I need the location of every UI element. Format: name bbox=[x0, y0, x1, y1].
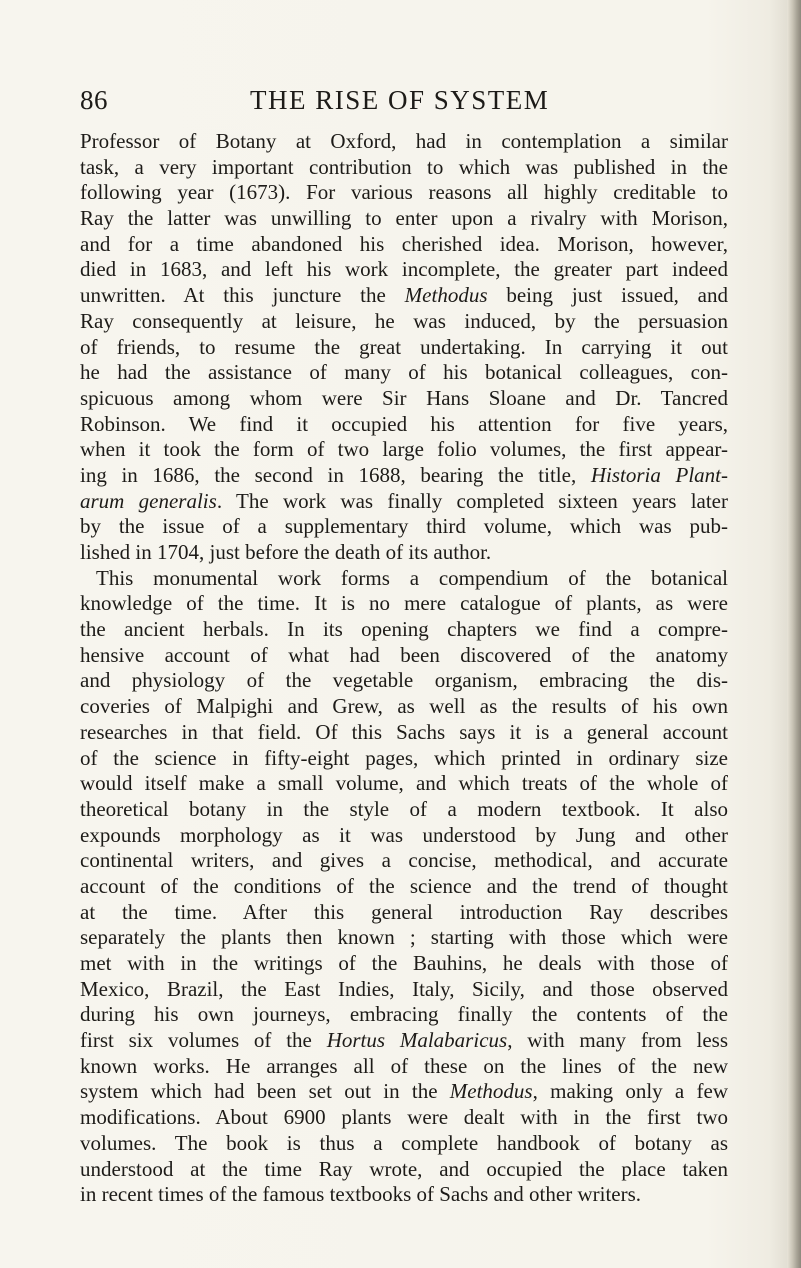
page-edge-shadow bbox=[787, 0, 801, 1268]
text-line: of friends, to resume the great undertaking. In carrying it out bbox=[80, 334, 728, 359]
text-line: hensive account of what had been discovered of the anatomy bbox=[80, 642, 728, 667]
book-title-italic: Hortus Malabaricus bbox=[326, 1028, 508, 1053]
text-line: and for a time abandoned his cherished idea. Morison, however, bbox=[80, 231, 728, 256]
page-number: 86 bbox=[80, 85, 108, 115]
text-line: expounds morphology as it was understood by Jung and other bbox=[80, 822, 728, 847]
text-line: knowledge of the time. It is no mere catalogue of plants, as were bbox=[80, 591, 728, 616]
text-line: first six volumes of the Hortus Malabaricus, with many from less bbox=[80, 1028, 728, 1053]
text-line: following year (1673). For various reasons all highly creditable to bbox=[80, 180, 728, 205]
page-header bbox=[80, 84, 728, 116]
book-title-italic: Methodus bbox=[449, 1079, 533, 1104]
text-line: died in 1683, and left his work incomplete, the greater part indeed bbox=[80, 257, 728, 282]
book-title-italic: arum generalis bbox=[80, 488, 217, 513]
text-line: This monumental work forms a compendium of the botanical bbox=[96, 565, 728, 590]
text-line: system which had been set out in the Methodus, making only a few bbox=[80, 1079, 728, 1104]
text-line: unwritten. At this juncture the Methodus being just issued, and bbox=[80, 283, 728, 308]
text-line: account of the conditions of the science and the trend of thought bbox=[80, 873, 728, 898]
text-line: lished in 1704, just before the death of its author. bbox=[80, 540, 492, 564]
text-line: Ray the latter was unwilling to enter upon a rivalry with Morison, bbox=[80, 206, 728, 231]
text-line: Ray consequently at leisure, he was induced, by the persuasion bbox=[80, 308, 728, 333]
text-line: of the science in fifty-eight pages, which printed in ordinary size bbox=[80, 745, 728, 770]
text-line: the ancient herbals. In its opening chapters we find a compre- bbox=[80, 617, 728, 642]
text-line: understood at the time Ray wrote, and occupied the place taken bbox=[80, 1156, 728, 1181]
text-line: continental writers, and gives a concise, methodical, and accurate bbox=[80, 848, 728, 873]
text-line: during his own journeys, embracing finally the contents of the bbox=[80, 1002, 728, 1027]
text-line: coveries of Malpighi and Grew, as well as the results of his own bbox=[80, 694, 728, 719]
running-head: THE RISE OF SYSTEM bbox=[250, 85, 550, 115]
text-line: at the time. After this general introduction Ray describes bbox=[80, 899, 728, 924]
text-line: task, a very important contribution to which was published in the bbox=[80, 154, 728, 179]
text-line: arum generalis. The work was finally completed sixteen years later bbox=[80, 488, 728, 513]
text-line: spicuous among whom were Sir Hans Sloane and Dr. Tancred bbox=[80, 385, 728, 410]
text-line: modifications. About 6900 plants were dealt with in the first two bbox=[80, 1105, 728, 1130]
text-line: theoretical botany in the style of a modern textbook. It also bbox=[80, 796, 728, 821]
text-line: in recent times of the famous textbooks of Sachs and other writers. bbox=[80, 1182, 642, 1207]
body-text bbox=[80, 129, 728, 1208]
text-line: by the issue of a supplementary third volume, which was pub- bbox=[80, 514, 728, 539]
text-line: Mexico, Brazil, the East Indies, Italy, Sicily, and those observed bbox=[80, 976, 728, 1001]
text-line: ing in 1686, the second in 1688, bearing the title, Historia Plant- bbox=[80, 462, 728, 487]
text-line: separately the plants then known ; starting with those which were bbox=[80, 925, 728, 950]
text-line: known works. He arranges all of these on the lines of the new bbox=[80, 1053, 728, 1078]
text-line: Robinson. We find it occupied his attention for five years, bbox=[80, 411, 728, 436]
text-line: he had the assistance of many of his botanical colleagues, con- bbox=[80, 360, 728, 385]
text-line: met with in the writings of the Bauhins, he deals with those of bbox=[80, 951, 728, 975]
text-line: volumes. The book is thus a complete handbook of botany as bbox=[80, 1130, 728, 1155]
book-title-italic: Methodus bbox=[404, 283, 488, 308]
book-title-italic: Historia Plant- bbox=[590, 462, 728, 487]
text-line: and physiology of the vegetable organism, embracing the dis- bbox=[80, 668, 728, 693]
text-line: researches in that field. Of this Sachs says it is a general account bbox=[80, 719, 728, 744]
text-line: when it took the form of two large folio volumes, the first appear- bbox=[80, 437, 728, 462]
text-line: would itself make a small volume, and which treats of the whole of bbox=[80, 771, 728, 796]
text-line: Professor of Botany at Oxford, had in contemplation a similar bbox=[80, 129, 728, 153]
